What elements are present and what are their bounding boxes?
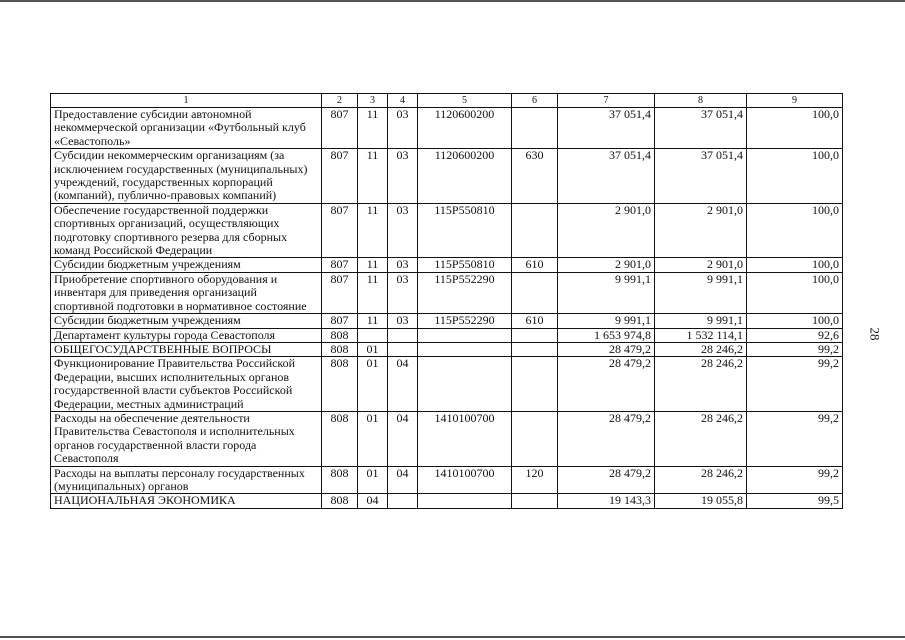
cell-fact: 28 246,2 [655, 357, 747, 412]
cell-vr: 630 [512, 149, 558, 204]
table-row [51, 357, 843, 412]
header-cell: 9 [747, 94, 843, 108]
table-row [51, 272, 843, 313]
cell-name: Департамент культуры города Севастополя [51, 328, 322, 342]
cell-pct: 100,0 [747, 314, 843, 328]
cell-vr [512, 203, 558, 258]
cell-rz: 11 [358, 108, 388, 149]
cell-plan: 37 051,4 [558, 108, 655, 149]
cell-plan: 28 479,2 [558, 466, 655, 494]
cell-plan: 37 051,4 [558, 149, 655, 204]
cell-csr: 115P552290 [418, 314, 512, 328]
cell-pr: 04 [388, 357, 418, 412]
cell-pct: 100,0 [747, 203, 843, 258]
cell-pct: 99,2 [747, 342, 843, 356]
cell-vr [512, 108, 558, 149]
table-row [51, 314, 843, 328]
cell-csr [418, 342, 512, 356]
cell-fact: 37 051,4 [655, 149, 747, 204]
cell-plan: 28 479,2 [558, 357, 655, 412]
cell-csr: 1120600200 [418, 149, 512, 204]
cell-rz [358, 328, 388, 342]
cell-pct: 100,0 [747, 108, 843, 149]
cell-rz: 11 [358, 258, 388, 272]
cell-pct: 99,2 [747, 466, 843, 494]
header-cell: 2 [322, 94, 358, 108]
cell-vr: 610 [512, 314, 558, 328]
cell-fact: 28 246,2 [655, 411, 747, 466]
cell-fact: 2 901,0 [655, 203, 747, 258]
table-body [51, 94, 843, 509]
cell-fact: 2 901,0 [655, 258, 747, 272]
cell-name: Функционирование Правительства Российской Федерации, высших исполнительных органов государственной власти субъектов Российской Федерации, местных администраций [51, 357, 322, 412]
cell-fact: 37 051,4 [655, 108, 747, 149]
cell-vr [512, 342, 558, 356]
cell-name: Приобретение спортивного оборудования и инвентаря для приведения организаций спортивной подготовки в нормативное состояние [51, 272, 322, 313]
cell-gr: 808 [322, 328, 358, 342]
cell-fact: 28 246,2 [655, 466, 747, 494]
header-cell: 4 [388, 94, 418, 108]
cell-pr: 03 [388, 149, 418, 204]
table-row [51, 258, 843, 272]
cell-plan: 2 901,0 [558, 258, 655, 272]
cell-name: Расходы на выплаты персоналу государственных (муниципальных) органов [51, 466, 322, 494]
cell-name: Предоставление субсидии автономной некоммерческой организации «Футбольный клуб «Севастополь» [51, 108, 322, 149]
cell-csr: 1410100700 [418, 411, 512, 466]
cell-plan: 9 991,1 [558, 314, 655, 328]
cell-fact: 9 991,1 [655, 314, 747, 328]
cell-fact: 1 532 114,1 [655, 328, 747, 342]
cell-name: Субсидии бюджетным учреждениям [51, 314, 322, 328]
cell-rz: 11 [358, 314, 388, 328]
table-row [51, 203, 843, 258]
cell-pct: 99,2 [747, 357, 843, 412]
cell-gr: 807 [322, 108, 358, 149]
table-row [51, 411, 843, 466]
scan-edge-top [0, 0, 905, 2]
cell-gr: 807 [322, 149, 358, 204]
cell-pr [388, 494, 418, 508]
cell-name: Расходы на обеспечение деятельности Правительства Севастополя и исполнительных органов государственной власти города Севастополя [51, 411, 322, 466]
cell-csr: 115P550810 [418, 258, 512, 272]
cell-gr: 808 [322, 494, 358, 508]
header-row [51, 94, 843, 108]
cell-gr: 808 [322, 466, 358, 494]
cell-vr [512, 494, 558, 508]
table-row [51, 466, 843, 494]
table-row [51, 149, 843, 204]
cell-rz: 11 [358, 149, 388, 204]
table-row [51, 494, 843, 508]
cell-plan: 9 991,1 [558, 272, 655, 313]
cell-pct: 100,0 [747, 272, 843, 313]
cell-pct: 100,0 [747, 149, 843, 204]
cell-pr: 03 [388, 272, 418, 313]
cell-pr: 04 [388, 466, 418, 494]
header-cell: 6 [512, 94, 558, 108]
scan-edge-bottom [0, 636, 905, 638]
cell-rz: 01 [358, 342, 388, 356]
cell-pr: 03 [388, 203, 418, 258]
budget-table [50, 93, 843, 509]
cell-vr: 610 [512, 258, 558, 272]
cell-name: Обеспечение государственной поддержки спортивных организаций, осуществляющих подготовку спортивного резерва для сборных команд Российской Федерации [51, 203, 322, 258]
table-row [51, 108, 843, 149]
cell-fact: 19 055,8 [655, 494, 747, 508]
cell-plan: 1 653 974,8 [558, 328, 655, 342]
cell-pr: 03 [388, 258, 418, 272]
cell-gr: 808 [322, 342, 358, 356]
cell-name: ОБЩЕГОСУДАРСТВЕННЫЕ ВОПРОСЫ [51, 342, 322, 356]
header-cell: 8 [655, 94, 747, 108]
cell-pr [388, 342, 418, 356]
cell-rz: 11 [358, 203, 388, 258]
cell-gr: 807 [322, 258, 358, 272]
cell-rz: 11 [358, 272, 388, 313]
cell-csr [418, 328, 512, 342]
cell-fact: 28 246,2 [655, 342, 747, 356]
cell-plan: 2 901,0 [558, 203, 655, 258]
cell-pr: 03 [388, 314, 418, 328]
cell-pct: 92,6 [747, 328, 843, 342]
header-cell: 3 [358, 94, 388, 108]
cell-gr: 807 [322, 314, 358, 328]
cell-plan: 28 479,2 [558, 342, 655, 356]
cell-vr: 120 [512, 466, 558, 494]
cell-csr: 1410100700 [418, 466, 512, 494]
cell-fact: 9 991,1 [655, 272, 747, 313]
cell-vr [512, 328, 558, 342]
cell-vr [512, 411, 558, 466]
cell-plan: 28 479,2 [558, 411, 655, 466]
cell-gr: 808 [322, 357, 358, 412]
header-cell: 5 [418, 94, 512, 108]
cell-gr: 808 [322, 411, 358, 466]
cell-pct: 99,2 [747, 411, 843, 466]
cell-vr [512, 357, 558, 412]
header-cell: 1 [51, 94, 322, 108]
table-row [51, 328, 843, 342]
cell-csr: 115P550810 [418, 203, 512, 258]
cell-csr: 115P552290 [418, 272, 512, 313]
header-cell: 7 [558, 94, 655, 108]
cell-gr: 807 [322, 272, 358, 313]
cell-csr: 1120600200 [418, 108, 512, 149]
cell-rz: 01 [358, 357, 388, 412]
cell-pct: 100,0 [747, 258, 843, 272]
cell-name: Субсидии некоммерческим организациям (за исключением государственных (муниципальных) учреждений, государственных корпораций (компаний), публично-правовых компаний) [51, 149, 322, 204]
cell-pr [388, 328, 418, 342]
table-row [51, 342, 843, 356]
cell-name: НАЦИОНАЛЬНАЯ ЭКОНОМИКА [51, 494, 322, 508]
cell-vr [512, 272, 558, 313]
cell-pct: 99,5 [747, 494, 843, 508]
cell-pr: 03 [388, 108, 418, 149]
cell-rz: 01 [358, 466, 388, 494]
cell-name: Субсидии бюджетным учреждениям [51, 258, 322, 272]
cell-rz: 04 [358, 494, 388, 508]
cell-csr [418, 494, 512, 508]
cell-csr [418, 357, 512, 412]
cell-rz: 01 [358, 411, 388, 466]
cell-gr: 807 [322, 203, 358, 258]
page-number: 28 [867, 327, 883, 341]
cell-pr: 04 [388, 411, 418, 466]
cell-plan: 19 143,3 [558, 494, 655, 508]
